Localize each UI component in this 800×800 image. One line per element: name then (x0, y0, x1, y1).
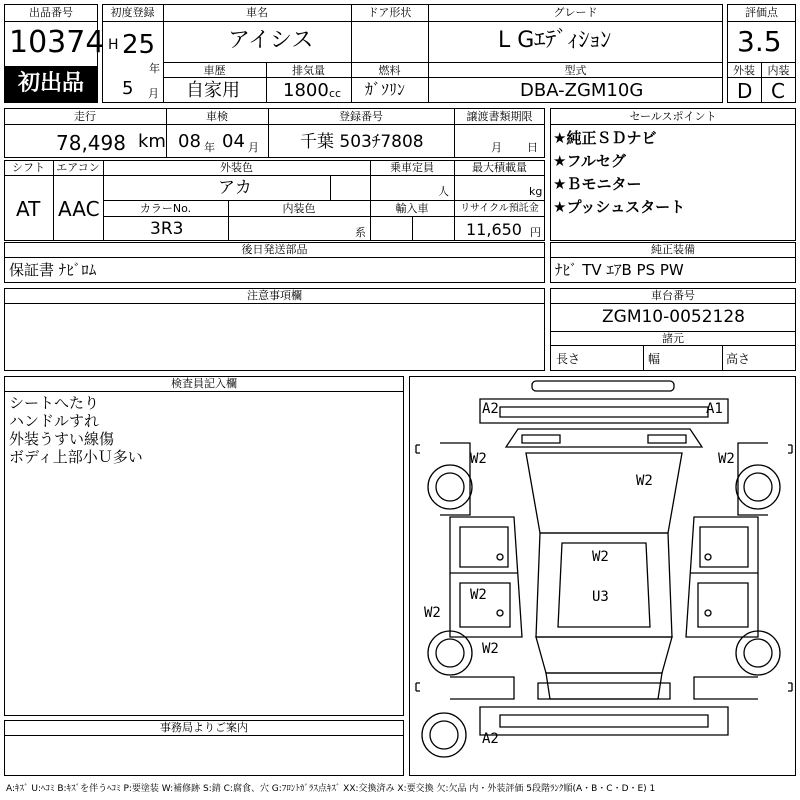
color-no-value: 3R3 (150, 219, 184, 239)
plate-value: 千葉 503ﾁ7808 (300, 132, 424, 152)
spec-label: 諸元 (662, 332, 684, 345)
score-label: 評価点 (745, 6, 778, 19)
transfer-label: 譲渡書類期限 (466, 110, 533, 123)
load-label: 最大積載量 (472, 161, 527, 174)
displacement-value: 1800 (283, 80, 329, 101)
int-color-unit: 系 (355, 226, 366, 239)
recycle-value: 11,650 (466, 220, 522, 239)
inspector-label: 検査員記入欄 (171, 377, 237, 390)
inspector-line-2: ハンドルすれ (9, 412, 100, 430)
legend-text: A:ｷｽﾞ U:ﾍｺﾐ B:ｷｽﾞを伴うﾍｺﾐ P:要塗装 W:補修跡 S:錆 C:腐食、穴 G:ﾌﾛﾝﾄｶﾞﾗｽ点ｷｽﾞ XX:交換済み X:要交換 欠:欠品 内・外装評価 5段階ﾗﾝｸ順(A・B・C・D・E) 1 (6, 784, 656, 794)
mark-rear-bumper-left: A2 (482, 401, 499, 417)
door-label: ドア形状 (367, 6, 412, 19)
model-label: 型式 (564, 64, 587, 77)
color-no-label: カラーNo. (139, 202, 192, 215)
first-reg-year: 25 (122, 30, 156, 60)
int-color-label: 内装色 (282, 202, 316, 215)
mark-rear-hatch: W2 (636, 473, 653, 489)
mileage-label: 走行 (74, 110, 96, 123)
exterior-label: 外装 (733, 64, 755, 77)
chassis-value: ZGM10-0052128 (602, 307, 745, 327)
history-label: 車歴 (203, 64, 226, 77)
mark-front-bumper: A2 (482, 731, 499, 747)
score-value: 3.5 (737, 25, 782, 58)
chassis-label: 車台番号 (651, 289, 695, 302)
fuel-label: 燃料 (378, 64, 401, 77)
equipment-value: ﾅﾋﾞ TV ｴｱB PS PW (555, 261, 684, 279)
load-unit: kg (529, 185, 543, 198)
equipment-label: 純正装備 (651, 243, 695, 256)
mark-rear-door-left: W2 (470, 587, 487, 603)
interior-label: 内装 (767, 64, 790, 77)
year-unit: 年 (149, 62, 160, 75)
recycle-label: リサイクル預託金 (460, 203, 539, 214)
capacity-label: 乗車定員 (390, 161, 434, 174)
mileage-value: 78,498 (56, 131, 126, 155)
lot-number: 10374 (9, 25, 105, 60)
mark-roof: U3 (592, 589, 609, 605)
ac-label: エアコン (56, 161, 100, 174)
displacement-unit: cc (329, 87, 342, 100)
sales-point-1: ★純正ＳＤナビ (553, 129, 657, 147)
mark-front-door-left: W2 (482, 641, 499, 657)
car-name: アイシス (228, 28, 314, 53)
inspection-month: 04 (222, 131, 245, 152)
inspector-line-3: 外装うすい線傷 (9, 430, 115, 448)
exterior-grade: D (737, 79, 753, 103)
inspector-line-4: ボディ上部小Ｕ多い (9, 448, 143, 466)
lot-label: 出品番号 (29, 6, 73, 19)
ext-color-value: アカ (218, 178, 252, 198)
shift-value: AT (16, 197, 41, 221)
displacement-label: 排気量 (292, 64, 325, 77)
plate-label: 登録番号 (339, 110, 383, 123)
sales-point-4: ★プッシュスタート (553, 198, 686, 216)
ext-color-label: 外装色 (220, 161, 253, 174)
inspection-month-unit: 月 (248, 141, 259, 154)
transfer-day-unit: 日 (527, 141, 538, 154)
grade-value: L Gｴﾃﾞｨｼｮﾝ (498, 28, 612, 53)
mark-front-fender-left: W2 (424, 605, 441, 621)
notes-label: 注意事項欄 (247, 289, 302, 302)
fuel-value: ｶﾞｿﾘﾝ (365, 80, 406, 99)
inspection-label: 車検 (206, 110, 228, 123)
grade-label: グレード (553, 6, 598, 19)
office-label: 事務局よりご案内 (160, 721, 248, 734)
inspection-year-unit: 年 (204, 141, 215, 154)
mark-roof-rear: W2 (592, 549, 609, 565)
first-reg-month: 5 (122, 78, 134, 99)
mileage-unit: km (138, 131, 166, 152)
first-listing-badge: 初出品 (5, 66, 97, 102)
month-unit: 月 (148, 87, 159, 100)
shift-label: シフト (12, 161, 45, 174)
mark-rear-fender-right: W2 (718, 451, 735, 467)
capacity-unit: 人 (438, 185, 449, 198)
car-name-label: 車名 (246, 6, 268, 19)
sales-point-3: ★Ｂモニター (553, 175, 642, 193)
recycle-unit: 円 (530, 226, 541, 239)
ac-value: AAC (58, 197, 100, 221)
mark-rear-fender-left: W2 (470, 451, 487, 467)
first-reg-label: 初度登録 (110, 6, 155, 19)
inspector-line-1: シートへたり (9, 394, 100, 412)
width-label: 幅 (648, 352, 661, 366)
model-value: DBA-ZGM10G (520, 80, 644, 101)
sales-point-2: ★フルセグ (553, 152, 626, 170)
later-parts-label: 後日発送部品 (241, 243, 308, 256)
transfer-month-unit: 月 (491, 141, 502, 154)
import-label: 輸入車 (395, 202, 429, 215)
interior-grade: C (771, 79, 785, 103)
inspection-year: 08 (178, 131, 201, 152)
sales-points-label: セールスポイント (629, 110, 717, 123)
height-label: 高さ (726, 352, 751, 366)
length-label: 長さ (556, 352, 581, 366)
mark-rear-bumper-right: A1 (706, 401, 723, 417)
era-prefix: H (108, 37, 119, 53)
history-value: 自家用 (186, 80, 240, 101)
later-parts-value: 保証書 ﾅﾋﾞﾛﾑ (9, 261, 97, 279)
car-damage-diagram (410, 377, 798, 775)
